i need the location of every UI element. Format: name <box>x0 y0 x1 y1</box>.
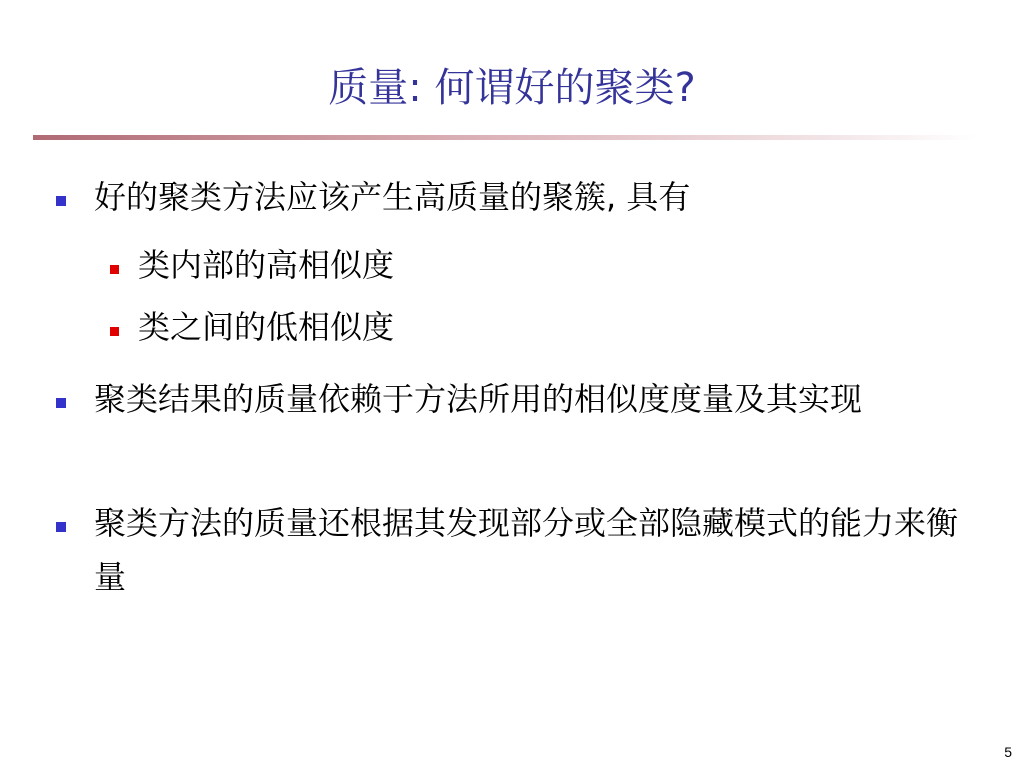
bullet-marker <box>56 196 66 206</box>
sub-bullet-item: 类内部的高相似度 <box>138 246 395 284</box>
bullet-marker <box>56 398 66 408</box>
bullet-marker <box>56 522 66 532</box>
sub-bullet-marker <box>110 327 119 336</box>
bullet-item: 聚类方法的质量还根据其发现部分或全部隐藏模式的能力来衡量 <box>94 504 959 596</box>
sub-bullet-item: 类之间的低相似度 <box>138 308 395 346</box>
page-number: 5 <box>1004 744 1012 760</box>
bullet-item: 好的聚类方法应该产生高质量的聚簇, 具有 <box>94 178 691 216</box>
sub-bullet-marker <box>110 265 119 274</box>
bullet-item: 聚类结果的质量依赖于方法所用的相似度度量及其实现 <box>94 380 863 418</box>
slide-title: 质量: 何谓好的聚类? <box>328 65 696 111</box>
